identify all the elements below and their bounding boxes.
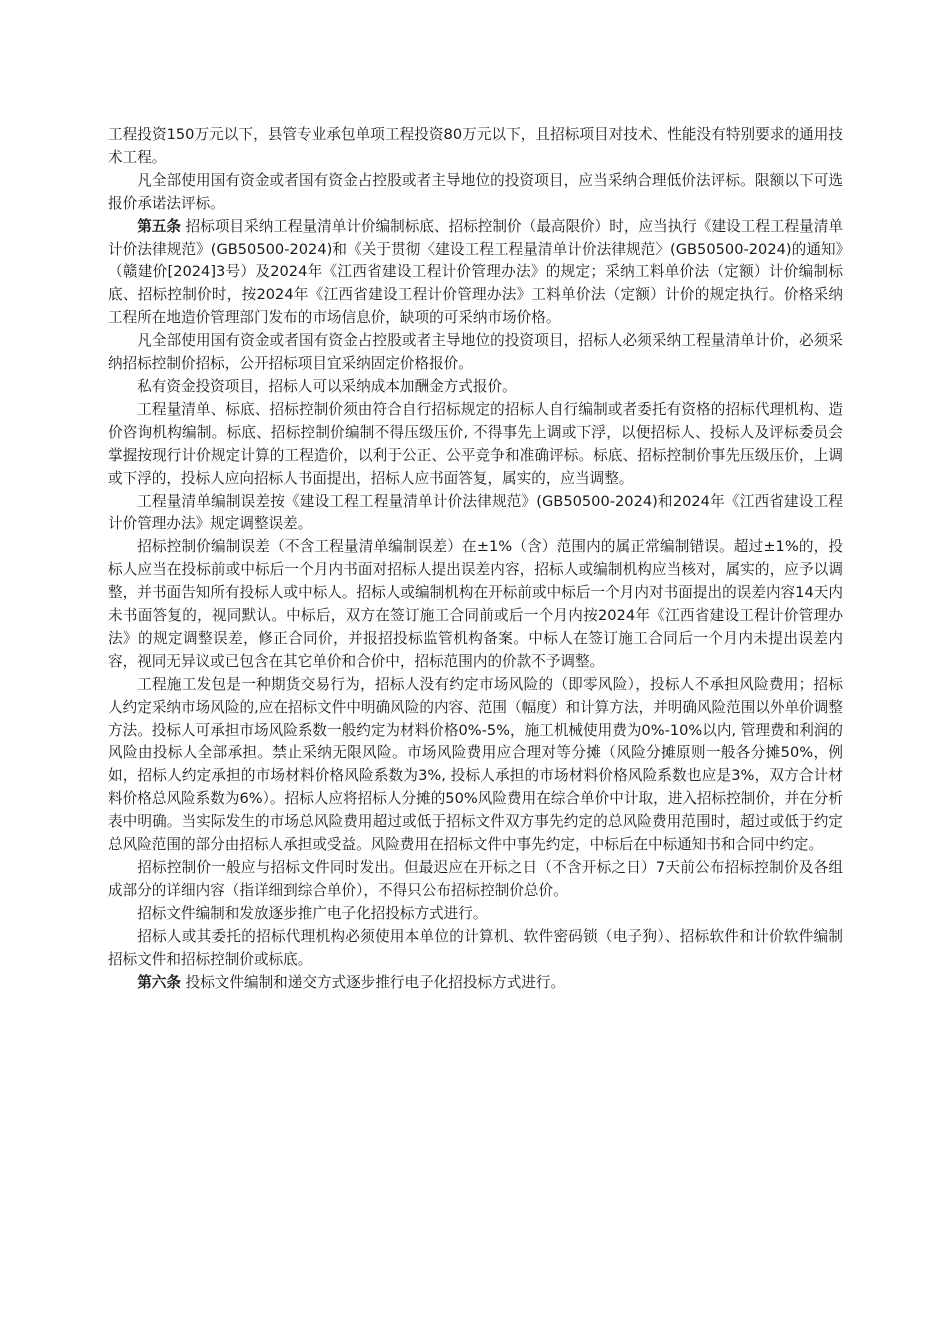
paragraph-13 xyxy=(108,972,843,995)
paragraph-11 xyxy=(108,903,843,926)
paragraph-text: 工程施工发包是一种期货交易行为，招标人没有约定市场风险的（即零风险），投标人不承担风险费用；招标人约定采纳市场风险的,应在招标文件中明确风险的内容、范围（幅度）和计算方法，并明确风险范围以外单价调整方法。投标人可承担市场风险系数一般约定为材料价格0%-5%，施工机械使用费为0%-10%以内, 管理费和利润的风险由投标人全部承担。禁止采纳无限风险。市场风险费用应合理对等分摊（风险分摊原则一般各分摊50%，例如，招标人约定承担的市场材料价格风险系数为3%, 投标人承担的市场材料价格风险系数也应是3%，双方合计材料价格总风险系数为6%）。招标人应将招标人分摊的50%风险费用在综合单价中计取，进入招标控制价，并在分析表中明确。当实际发生的市场总风险费用超过或低于招标文件双方事先约定的总风险费用范围时，超过或低于约定总风险范围的部分由招标人承担或受益。风险费用在招标文件中事先约定，中标后在中标通知书和合同中约定。 xyxy=(108,675,843,854)
paragraph-6 xyxy=(108,399,843,491)
paragraph-text: 私有资金投资项目，招标人可以采纳成本加酬金方式报价。 xyxy=(137,377,517,395)
article-number: 第六条 xyxy=(137,973,181,991)
paragraph-text: 招标控制价一般应与招标文件同时发出。但最迟应在开标之日（不含开标之日）7天前公布招标控制价及各组成部分的详细内容（指详细到综合单价），不得只公布招标控制价总价。 xyxy=(108,859,843,899)
paragraph-8 xyxy=(108,536,843,673)
paragraph-10 xyxy=(108,857,843,903)
article-number: 第五条 xyxy=(137,217,182,235)
paragraph-text: 工程投资150万元以下，县管专业承包单项工程投资80万元以下，且招标项目对技术、性能没有特别要求的通用技术工程。 xyxy=(108,126,843,166)
paragraph-4 xyxy=(108,330,843,376)
paragraph-text: 凡全部使用国有资金或者国有资金占控股或者主导地位的投资项目，招标人必须采纳工程量清单计价，必须采纳招标控制价招标，公开招标项目宜采纳固定价格报价。 xyxy=(108,332,843,373)
paragraph-text: 工程量清单、标底、招标控制价须由符合自行招标规定的招标人自行编制或者委托有资格的招标代理机构、造价咨询机构编制。标底、招标控制价编制不得压级压价, 不得事先上调或下浮，以便招标人、投标人及评标委员会掌握按现行计价规定计算的工程造价，以利于公正、公平竞争和准确评标。标底、招标控制价事先压级压价，上调或下浮的，投标人应向招标人书面提出，招标人应书面答复，属实的，应当调整。 xyxy=(108,400,843,487)
paragraph-text: 投标文件编制和递交方式逐步推行电子化招投标方式进行。 xyxy=(180,973,566,991)
paragraph-text: 工程量清单编制误差按《建设工程工程量清单计价法律规范》(GB50500-2024)和2024年《江西省建设工程计价管理办法》规定调整误差。 xyxy=(108,492,843,533)
paragraph-5 xyxy=(108,376,843,399)
paragraph-2 xyxy=(108,170,843,216)
paragraph-text: 招标项目采纳工程量清单计价编制标底、招标控制价（最高限价）时，应当执行《建设工程工程量清单计价法律规范》(GB50500-2024)和《关于贯彻〈建设工程工程量清单计价法律规范〉(GB50500-2024)的通知》（赣建价[2024]3号）及2024年《江西省建设工程计价管理办法》的规定；采纳工料单价法（定额）计价编制标底、招标控制价时，按2024年《江西省建设工程计价管理办法》工料单价法（定额）计价的规定执行。价格采纳工程所在地造价管理部门发布的市场信息价，缺项的可采纳市场价格。 xyxy=(108,217,843,327)
paragraph-text: 招标人或其委托的招标代理机构必须使用本单位的计算机、软件密码锁（电子狗）、招标软件和计价软件编制招标文件和招标控制价或标底。 xyxy=(108,927,843,968)
paragraph-9 xyxy=(108,674,843,857)
paragraph-12 xyxy=(108,926,843,972)
paragraph-1 xyxy=(108,124,843,170)
paragraph-text: 招标控制价编制误差（不含工程量清单编制误差）在±1%（含）范围内的属正常编制错误。超过±1%的，投标人应当在投标前或中标后一个月内书面对招标人提出误差内容，招标人或编制机构应当核对，属实的，应予以调整，并书面告知所有投标人或中标人。招标人或编制机构在开标前或中标后一个月内对书面提出的误差内容14天内未书面答复的，视同默认。中标后，双方在签订施工合同前或后一个月内按2024年《江西省建设工程计价管理办法》的规定调整误差，修正合同价，并报招投标监管机构备案。中标人在签订施工合同后一个月内未提出误差内容，视同无异议或已包含在其它单价和合价中，招标范围内的价款不予调整。 xyxy=(108,538,843,670)
paragraph-3 xyxy=(108,216,843,331)
paragraph-7 xyxy=(108,491,843,537)
paragraph-text: 凡全部使用国有资金或者国有资金占控股或者主导地位的投资项目，应当采纳合理低价法评标。限额以下可选报价承诺法评标。 xyxy=(108,171,843,212)
paragraph-text: 招标文件编制和发放逐步推广电子化招投标方式进行。 xyxy=(137,904,488,922)
document-body xyxy=(108,124,843,994)
